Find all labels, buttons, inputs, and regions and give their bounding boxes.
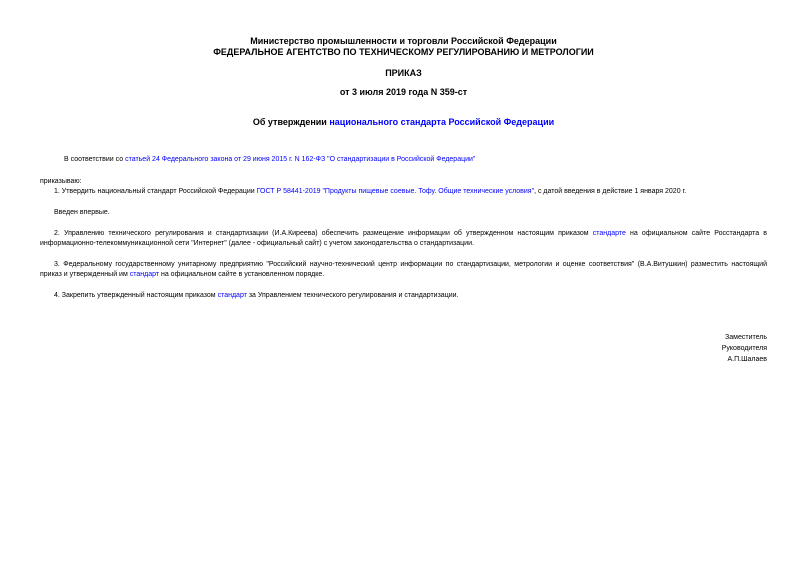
ministry-name: Министерство промышленности и торговли Российской Федерации	[250, 36, 557, 46]
document-title	[0, 117, 807, 128]
paragraph-3-line-2	[40, 270, 324, 280]
order-word: приказываю:	[40, 178, 82, 185]
title-link[interactable]: национального стандарта Российской Федерации	[329, 117, 555, 127]
law-link[interactable]: статьей 24 Федерального закона от 29 июня 2015 г. N 162-ФЗ "О стандартизации в Российской Федерации"	[125, 156, 476, 163]
paragraph-1	[54, 187, 686, 197]
signature-position-1: Заместитель	[725, 334, 767, 341]
signature-position-2: Руководителя	[721, 345, 767, 352]
p2-prefix: 2. Управлению технического регулирования и стандартизации (И.А.Киреева) обеспечить размещение информации об утвержденном настоящим приказом	[54, 230, 593, 237]
p1-prefix: 1. Утвердить национальный стандарт Российской Федерации	[54, 188, 257, 195]
standard-link-p2[interactable]: стандарте	[592, 230, 626, 237]
paragraph-2-line-1	[54, 229, 767, 239]
p1-suffix: , с датой введения в действие 1 января 2020 г.	[534, 188, 687, 195]
agency-name: ФЕДЕРАЛЬНОЕ АГЕНТСТВО ПО ТЕХНИЧЕСКОМУ РЕГУЛИРОВАНИЮ И МЕТРОЛОГИИ	[213, 47, 594, 57]
intro-prefix: В соответствии со	[64, 156, 126, 163]
intro-paragraph	[64, 155, 475, 165]
paragraph-4	[54, 291, 458, 301]
paragraph-2-line-2: информационно-телекоммуникационной сети "Интернет" (далее - официальный сайт) с учетом законодательства о стандартизации.	[40, 240, 474, 247]
introduced-note: Введен впервые.	[54, 209, 110, 216]
paragraph-3-line-1: 3. Федеральному государственному унитарному предприятию "Российский научно-технический центр информации по стандартизации, метрологии и оценке соответствия" (В.А.Витушкин) разместить настоящий	[54, 261, 767, 268]
standard-link-p4[interactable]: стандарт	[217, 292, 247, 299]
p2-suffix: на официальном сайте Росстандарта в	[625, 230, 767, 237]
document-type: ПРИКАЗ	[385, 68, 422, 78]
p4-prefix: 4. Закрепить утвержденный настоящим приказом	[54, 292, 218, 299]
title-prefix: Об утверждении	[252, 117, 330, 127]
signature-name: А.П.Шалаев	[727, 356, 767, 363]
p3-prefix: приказ и утвержденный им	[40, 271, 130, 278]
p3-suffix: на официальном сайте в установленном порядке.	[159, 271, 325, 278]
gost-link[interactable]: ГОСТ Р 58441-2019 "Продукты пищевые соевые. Тофу. Общие технические условия"	[256, 188, 535, 195]
p4-suffix: за Управлением технического регулирования и стандартизации.	[246, 292, 459, 299]
document-date-number: от 3 июля 2019 года N 359-ст	[339, 87, 468, 97]
standard-link-p3[interactable]: стандарт	[129, 271, 160, 278]
